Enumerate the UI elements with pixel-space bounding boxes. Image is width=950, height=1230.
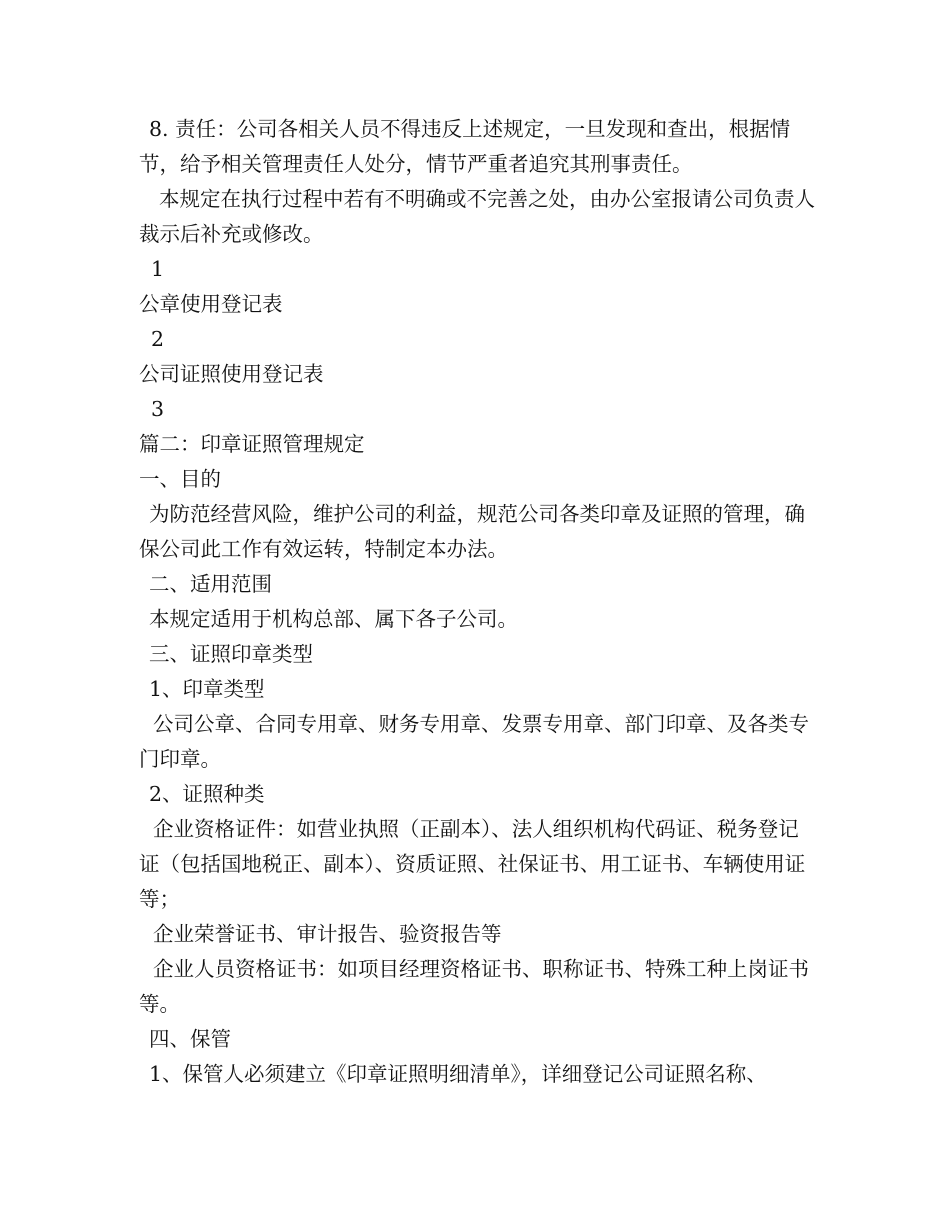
table-title-license-register: 公司证照使用登记表 [139,362,324,386]
paragraph-seal-types: 公司公章、合同专用章、财务专用章、发票专用章、部门印章、及各类专门印章。 [139,712,809,771]
paragraph-scope: 本规定适用于机构总部、属下各子公司。 [149,607,518,631]
paragraph-responsibility: 8. 责任：公司各相关人员不得违反上述规定，一旦发现和查出，根据情节，给予相关管理责任人处分，情节严重者追究其刑事责任。 [139,117,791,176]
paragraph-purpose: 为防范经营风险，维护公司的利益，规范公司各类印章及证照的管理，确保公司此工作有效运转，特制定本办法。 [139,502,805,561]
page-number-1: 1 [151,257,165,281]
paragraph-custody-1: 1、保管人必须建立《印章证照明细清单》，详细登记公司证照名称、 [149,1062,767,1086]
section-title-part-two: 篇二：印章证照管理规定 [139,432,365,456]
paragraph-supplement: 本规定在执行过程中若有不明确或不完善之处，由办公室报请公司负责人裁示后补充或修改。 [139,187,815,246]
paragraph-enterprise-certificates: 企业资格证件：如营业执照（正副本）、法人组织机构代码证、税务登记证（包括国地税正、副本）、资质证照、社保证书、用工证书、车辆使用证等； [139,817,806,911]
subheading-license-types: 2、证照种类 [149,782,265,806]
page-number-3: 3 [151,397,165,421]
heading-purpose: 一、目的 [139,467,221,491]
document-body [139,112,819,1092]
heading-custody: 四、保管 [149,1027,231,1051]
table-title-seal-register: 公章使用登记表 [139,292,283,316]
heading-scope: 二、适用范围 [149,572,272,596]
page-number-2: 2 [151,327,165,351]
subheading-seal-types: 1、印章类型 [149,677,265,701]
heading-types: 三、证照印章类型 [149,642,313,666]
paragraph-personnel-certificates: 企业人员资格证书：如项目经理资格证书、职称证书、特殊工种上岗证书等。 [139,957,809,1016]
paragraph-honor-certificates: 企业荣誉证书、审计报告、验资报告等 [153,922,502,946]
